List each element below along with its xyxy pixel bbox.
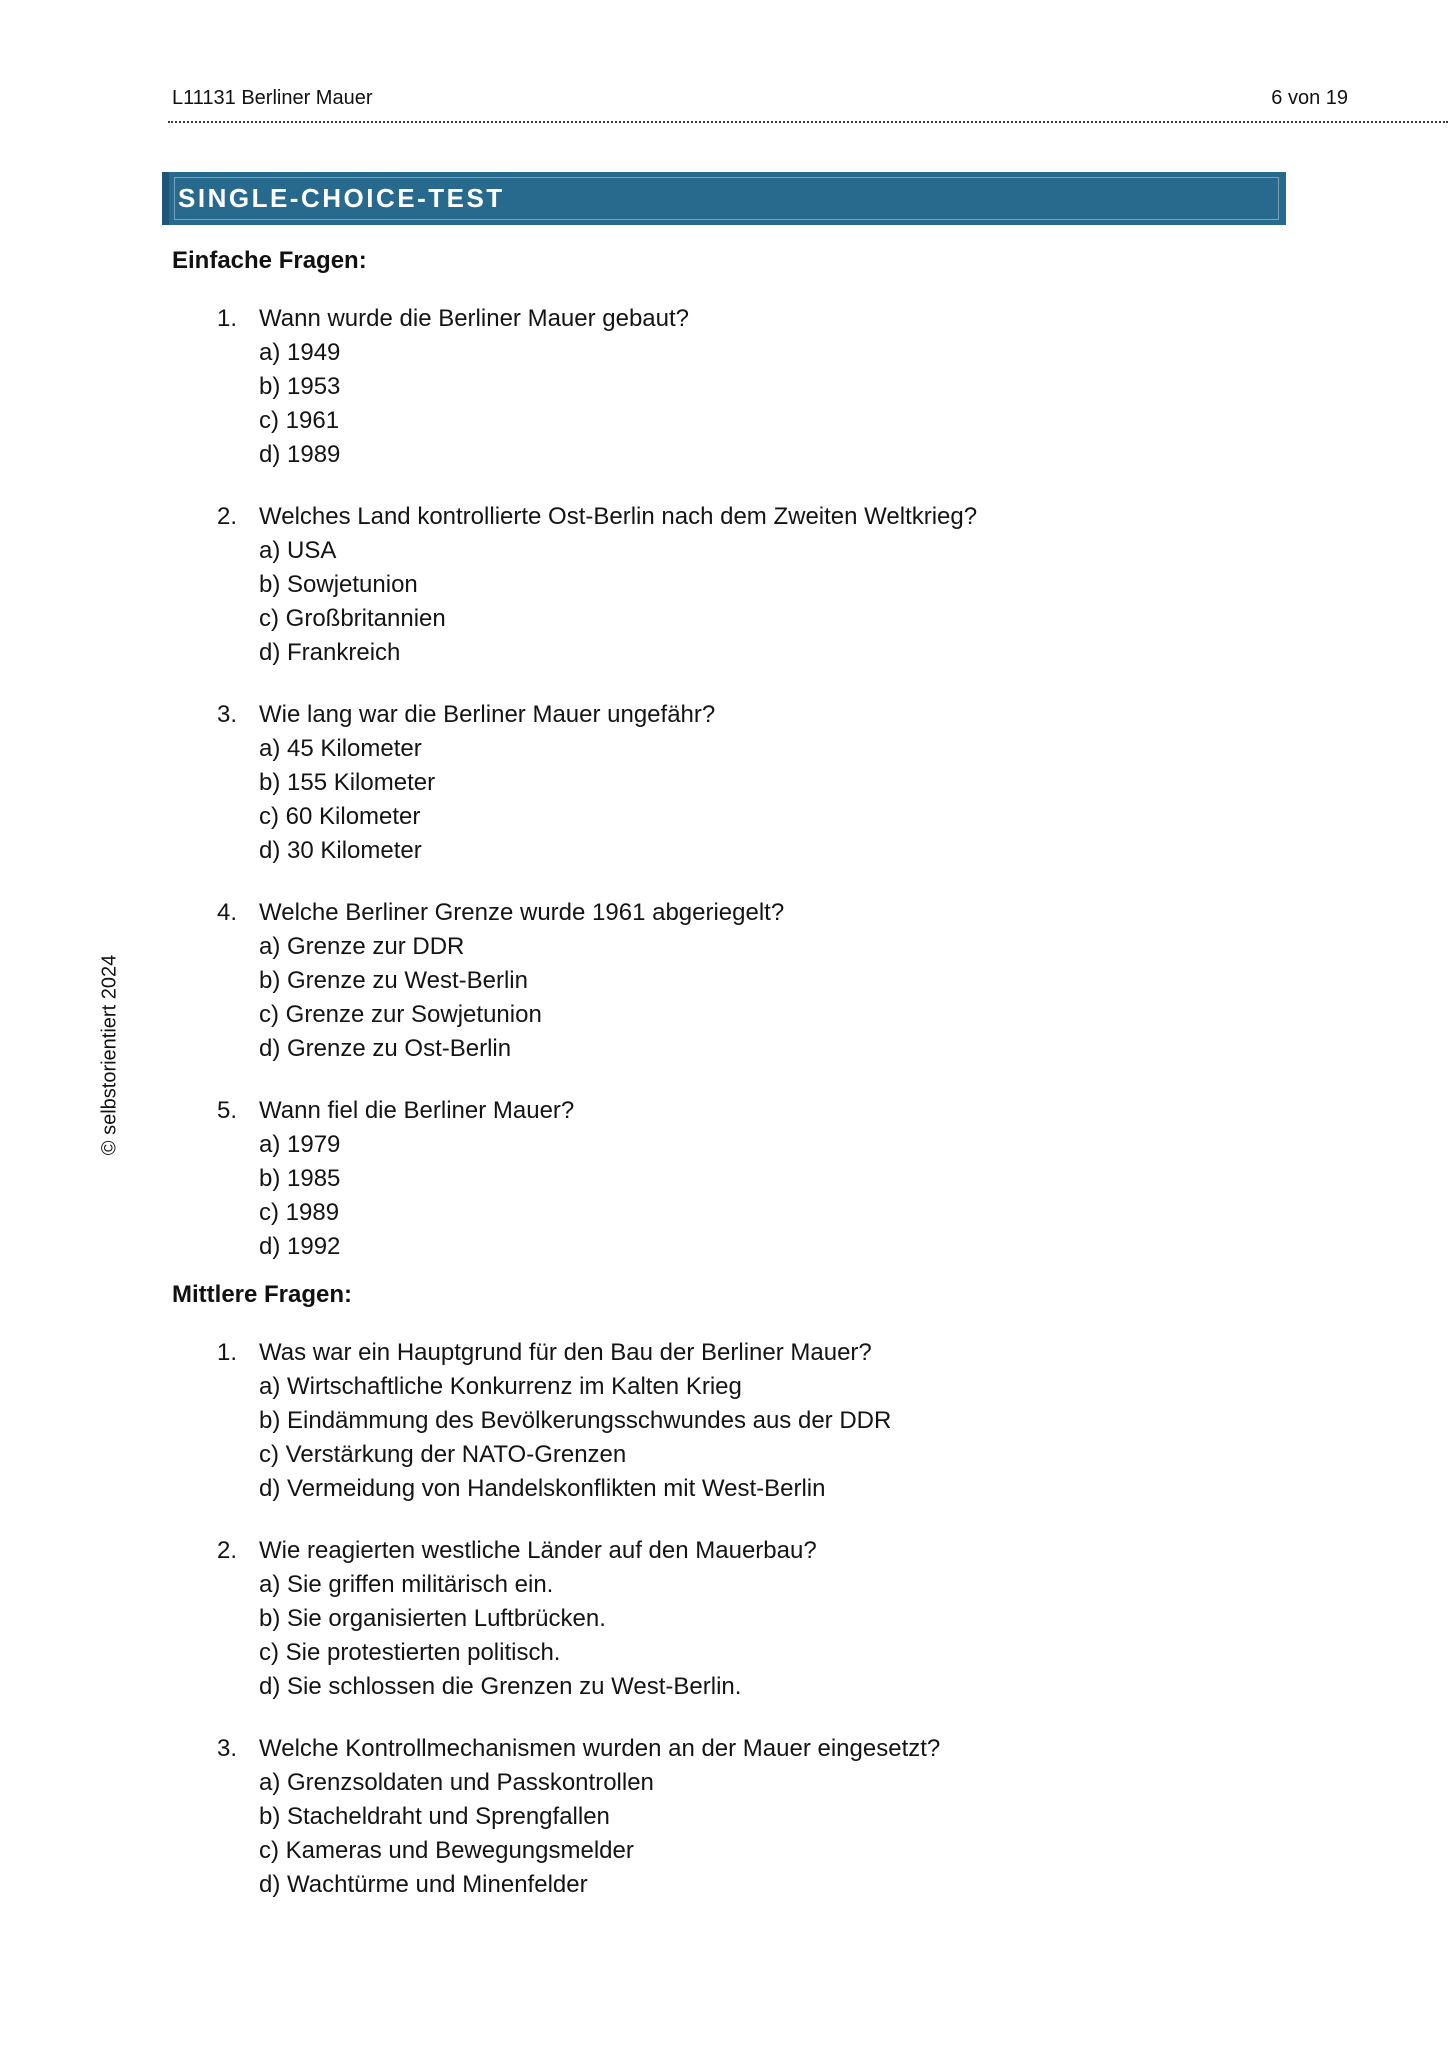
question-number: 4. (217, 899, 238, 926)
question-text: Wie lang war die Berliner Mauer ungefähr? (259, 701, 716, 728)
question (172, 500, 1292, 670)
answer-option: b) Sowjetunion (259, 571, 418, 598)
test-content (172, 246, 1292, 1930)
answer-option: b) 1953 (259, 373, 341, 400)
question-text: Welche Berliner Grenze wurde 1961 abgeriegelt? (259, 899, 785, 926)
answer-option: b) 1985 (259, 1165, 341, 1192)
question-number: 3. (217, 701, 238, 728)
answer-option: d) Wachtürme und Minenfelder (259, 1871, 588, 1898)
question (172, 1732, 1292, 1902)
answer-option: c) Großbritannien (259, 605, 446, 632)
question (172, 1534, 1292, 1704)
question-number: 1. (217, 305, 238, 332)
question-text: Wann fiel die Berliner Mauer? (259, 1097, 575, 1124)
question-text: Wann wurde die Berliner Mauer gebaut? (259, 305, 690, 332)
document-code: L11131 Berliner Mauer (172, 87, 373, 109)
answer-option: d) Frankreich (259, 639, 401, 666)
answer-option: a) Sie griffen militärisch ein. (259, 1571, 554, 1598)
answer-option: a) USA (259, 537, 337, 564)
section-medium-questions (172, 1280, 1292, 1902)
section-heading: Mittlere Fragen: (172, 1281, 353, 1308)
section-easy-questions (172, 246, 1292, 1264)
answer-option: c) Kameras und Bewegungsmelder (259, 1837, 634, 1864)
answer-option: d) Sie schlossen die Grenzen zu West-Berlin. (259, 1673, 742, 1700)
question (172, 1094, 1292, 1264)
section-heading: Einfache Fragen: (172, 247, 367, 274)
question (172, 896, 1292, 1066)
answer-option: a) Grenzsoldaten und Passkontrollen (259, 1769, 654, 1796)
question (172, 1336, 1292, 1506)
answer-option: a) 1949 (259, 339, 341, 366)
answer-option: c) 60 Kilometer (259, 803, 421, 830)
question-number: 3. (217, 1735, 238, 1762)
answer-option: c) Sie protestierten politisch. (259, 1639, 561, 1666)
question-number: 2. (217, 1537, 238, 1564)
answer-option: c) 1989 (259, 1199, 340, 1226)
question-text: Wie reagierten westliche Länder auf den Mauerbau? (259, 1537, 817, 1564)
question-number: 1. (217, 1339, 238, 1366)
section-title-banner (162, 172, 1286, 225)
question-text: Welche Kontrollmechanismen wurden an der Mauer eingesetzt? (259, 1735, 941, 1762)
question-number: 5. (217, 1097, 238, 1124)
answer-option: b) 155 Kilometer (259, 769, 436, 796)
banner-title: SINGLE-CHOICE-TEST (178, 183, 505, 213)
answer-option: b) Grenze zu West-Berlin (259, 967, 528, 994)
answer-option: d) 1989 (259, 441, 341, 468)
answer-option: c) 1961 (259, 407, 340, 434)
answer-option: d) Vermeidung von Handelskonflikten mit West-Berlin (259, 1475, 826, 1502)
answer-option: b) Eindämmung des Bevölkerungsschwundes aus der DDR (259, 1407, 892, 1434)
answer-option: a) Grenze zur DDR (259, 933, 465, 960)
header-divider (168, 121, 1448, 123)
answer-option: a) 1979 (259, 1131, 341, 1158)
question (172, 698, 1292, 868)
question-text: Welches Land kontrollierte Ost-Berlin nach dem Zweiten Weltkrieg? (259, 503, 978, 530)
question (172, 302, 1292, 472)
answer-option: b) Sie organisierten Luftbrücken. (259, 1605, 606, 1632)
answer-option: c) Grenze zur Sowjetunion (259, 1001, 542, 1028)
answer-option: a) 45 Kilometer (259, 735, 422, 762)
answer-option: a) Wirtschaftliche Konkurrenz im Kalten Krieg (259, 1373, 742, 1400)
question-text: Was war ein Hauptgrund für den Bau der Berliner Mauer? (259, 1339, 872, 1366)
answer-option: c) Verstärkung der NATO-Grenzen (259, 1441, 627, 1468)
page-header (172, 86, 1348, 110)
answer-option: d) 30 Kilometer (259, 837, 422, 864)
answer-option: b) Stacheldraht und Sprengfallen (259, 1803, 610, 1830)
answer-option: d) Grenze zu Ost-Berlin (259, 1035, 512, 1062)
question-number: 2. (217, 503, 238, 530)
page-number: 6 von 19 (1271, 87, 1348, 109)
copyright-sidebar: © selbstorientiert 2024 (98, 954, 121, 1156)
answer-option: d) 1992 (259, 1233, 341, 1260)
